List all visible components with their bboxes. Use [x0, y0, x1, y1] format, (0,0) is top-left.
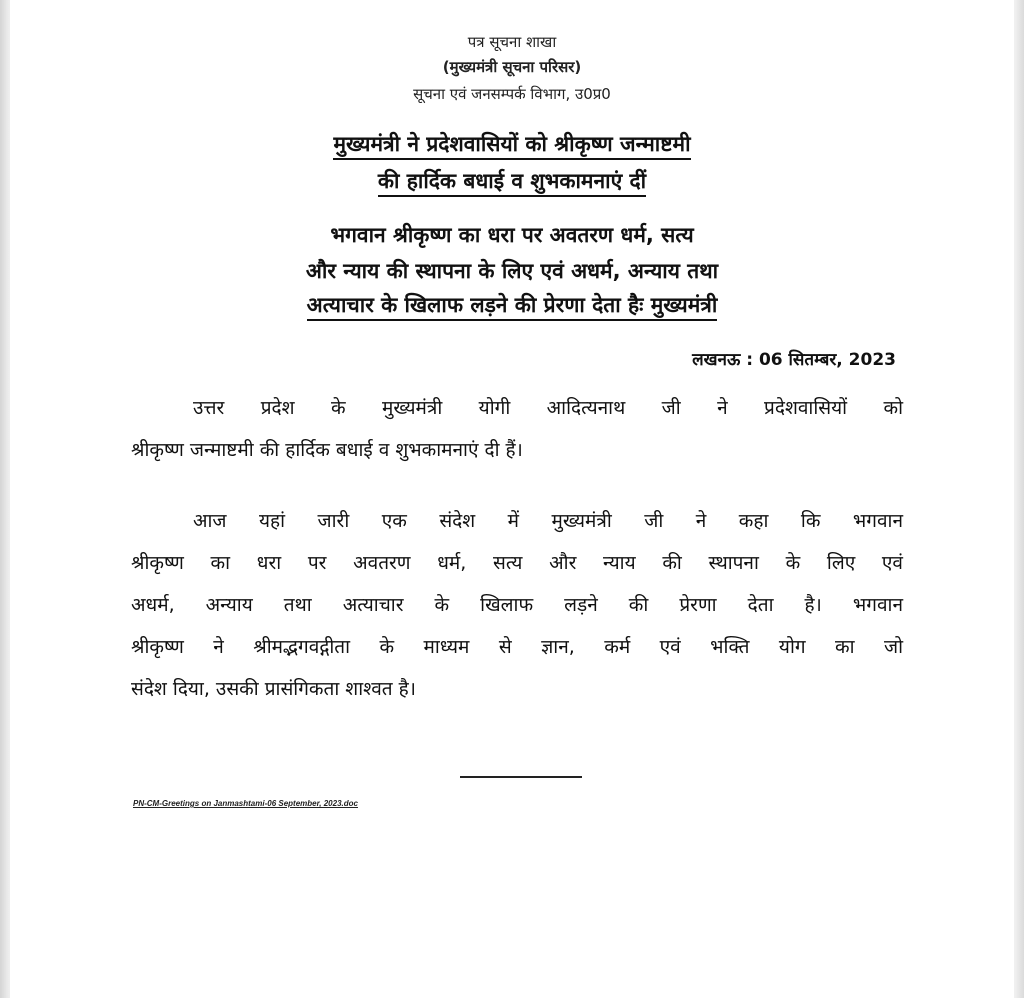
headline-line-1 [10, 134, 1014, 160]
paragraph-2-line-1: आज यहां जारी एक संदेश में मुख्यमंत्री जी ने कहा कि भगवान [193, 510, 903, 532]
subheadline-line-3 [10, 295, 1014, 321]
subheadline-line-2-text: और न्याय की स्थापना के लिए एवं अधर्म, अन्याय तथा [305, 259, 719, 283]
headline-line-2-text: की हार्दिक बधाई व शुभकामनाएं दीं [378, 171, 646, 197]
paragraph-1-line-1: उत्तर प्रदेश के मुख्यमंत्री योगी आदित्यनाथ जी ने प्रदेशवासियों को [193, 397, 903, 419]
office-name: पत्र सूचना शाखा [467, 33, 557, 51]
subheadline-line-3-text: अत्याचार के खिलाफ लड़ने की प्रेरणा देता हैः मुख्यमंत्री [307, 295, 718, 321]
paragraph-2-line-4: श्रीकृष्ण ने श्रीमद्भगवद्गीता के माध्यम से ज्ञान, कर्म एवं भक्ति योग का जो [131, 636, 903, 658]
paragraph-2-line-3: अधर्म, अन्याय तथा अत्याचार के खिलाफ लड़ने की प्रेरणा देता है। भगवान [131, 594, 903, 616]
paragraph-1-line-2: श्रीकृष्ण जन्माष्टमी की हार्दिक बधाई व शुभकामनाएं दी हैं। [131, 439, 523, 461]
subheadline-line-1 [10, 225, 1014, 249]
dateline: लखनऊ : 06 सितम्बर, 2023 [692, 350, 896, 370]
paragraph-1 [131, 387, 903, 471]
paragraph-2-line-5: संदेश दिया, उसकी प्रासंगिकता शाश्वत है। [131, 678, 416, 700]
subheadline-line-2 [10, 261, 1014, 285]
headline-line-1-text: मुख्यमंत्री ने प्रदेशवासियों को श्रीकृष्ण जन्माष्टमी [333, 134, 690, 160]
footer-filename: PN-CM-Greetings on Janmashtami-06 September, 2023.doc [133, 799, 358, 808]
end-of-release-rule [460, 776, 582, 778]
subheadline-line-1-text: भगवान श्रीकृष्ण का धरा पर अवतरण धर्म, सत्य [330, 223, 694, 247]
press-release-document [10, 0, 1014, 998]
department-name: सूचना एवं जनसम्पर्क विभाग, उ0प्र0 [413, 85, 611, 103]
paragraph-2 [131, 500, 903, 710]
headline-line-2 [10, 171, 1014, 197]
paragraph-2-line-2: श्रीकृष्ण का धरा पर अवतरण धर्म, सत्य और न्याय की स्थापना के लिए एवं [131, 552, 903, 574]
office-complex: (मुख्यमंत्री सूचना परिसर) [442, 58, 582, 76]
